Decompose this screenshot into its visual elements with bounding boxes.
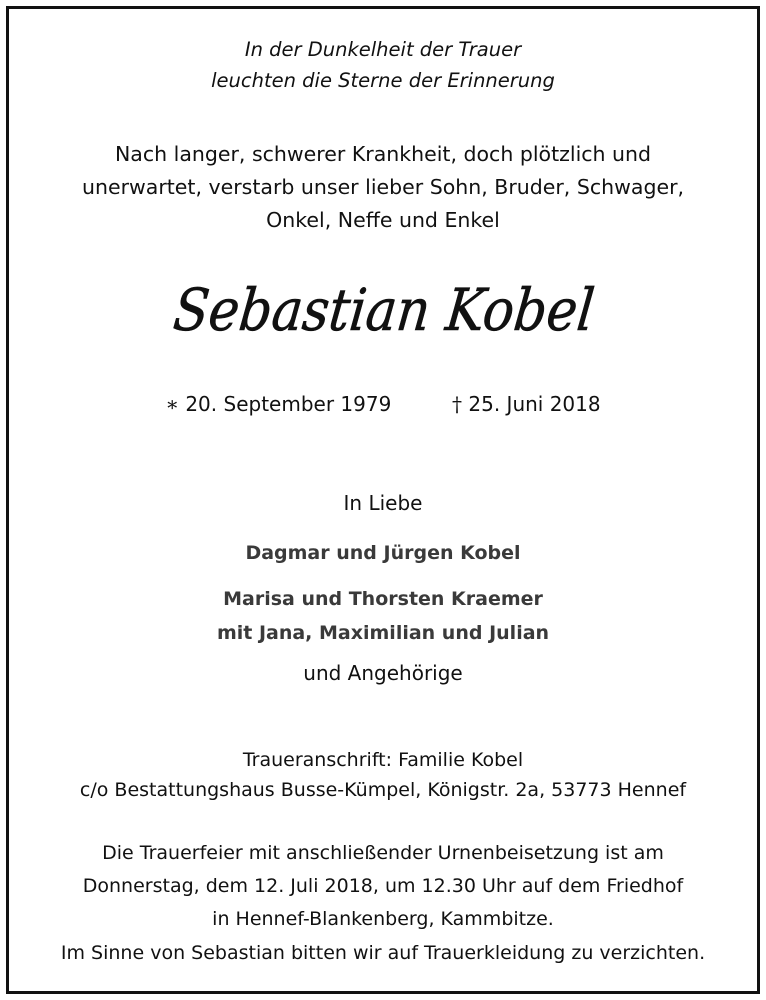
dress-wish: Im Sinne von Sebastian bitten wir auf Trauerkleidung zu verzichten. [60,942,706,964]
family-sister-line-2: mit Jana, Maximilian und Julian [216,622,550,644]
deceased-name-text: Sebastian Kobel [170,276,652,344]
motto-line-1: In der Dunkelheit der Trauer [244,38,522,61]
intro-line-2: unerwartet, verstarb unser lieber Sohn, Bruder, Schwager, [81,175,685,199]
family-sister [0,582,766,650]
service-line-1: Die Trauerfeier mit anschließender Urnenbeisetzung ist am [102,842,664,864]
mourning-address [0,745,766,805]
life-dates [0,389,766,419]
service-line-3: in Hennef-Blankenberg, Kammbitze. [212,908,554,930]
service-line-2: Donnerstag, dem 12. Juli 2018, um 12.30 Uhr auf dem Friedhof [82,875,684,897]
deceased-name-script [163,262,652,352]
birth-date: 20. September 1979 [185,392,392,416]
death-cross-icon: † [452,392,463,416]
funeral-service [0,837,766,936]
relatives: und Angehörige [303,661,463,685]
intro-text [0,138,766,237]
family-parents: Dagmar und Jürgen Kobel [245,542,521,564]
birth-star-icon: ∗ [165,392,179,416]
motto [0,34,766,96]
intro-line-1: Nach langer, schwerer Krankheit, doch plötzlich und [114,142,652,166]
death-date: 25. Juni 2018 [468,392,601,416]
deceased-name [0,262,766,352]
family-sister-line-1: Marisa und Thorsten Kraemer [223,588,543,610]
address-line-1: Traueranschrift: Familie Kobel [242,749,524,771]
intro-line-3: Onkel, Neffe und Enkel [266,208,500,232]
in-love: In Liebe [343,491,423,515]
motto-line-2: leuchten die Sterne der Erinnerung [211,69,555,92]
address-line-2: c/o Bestattungshaus Busse-Kümpel, Königstr. 2a, 53773 Hennef [79,779,687,801]
